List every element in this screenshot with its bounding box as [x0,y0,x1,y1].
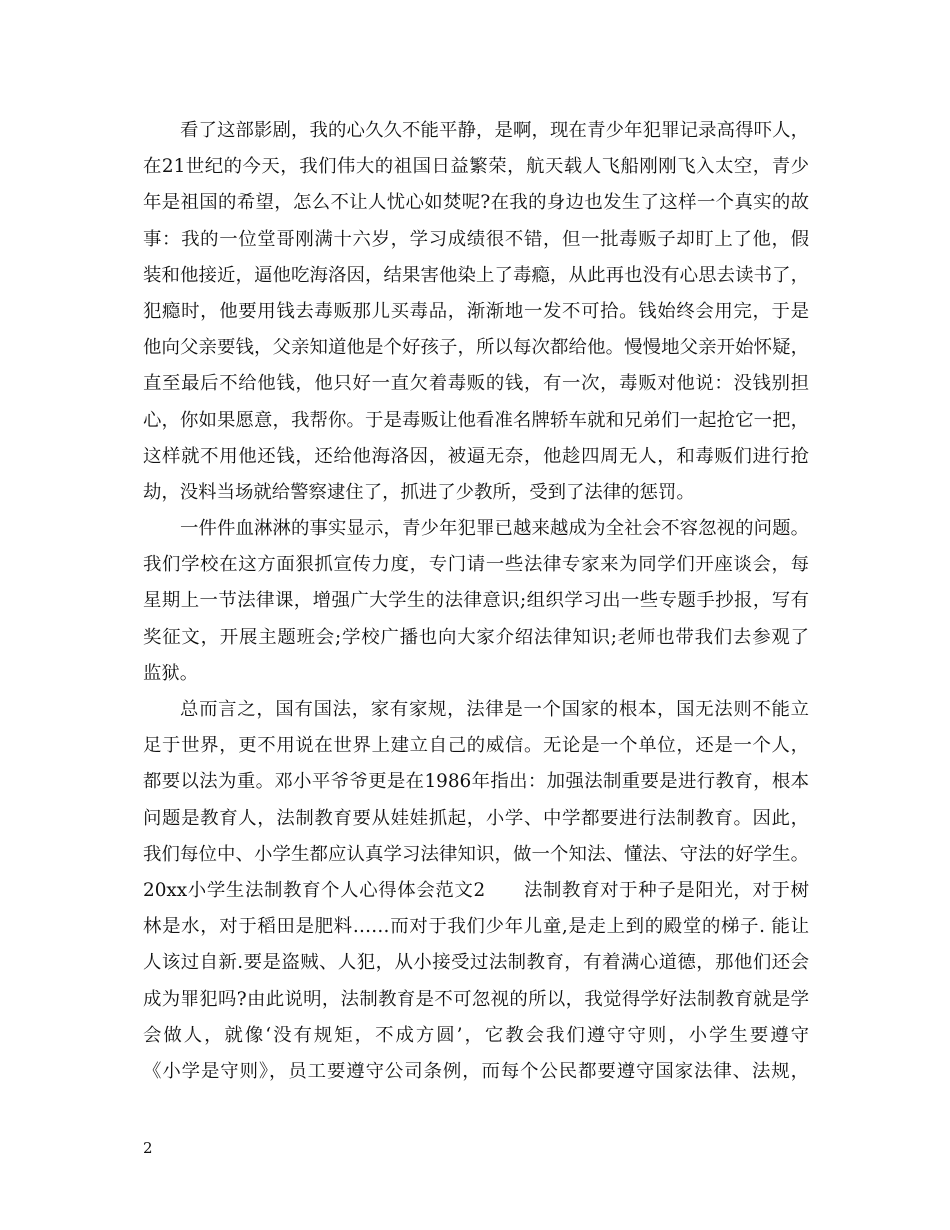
text-line: 总而言之，国有国法，家有家规，法律是一个国家的根本，国无法则不能立 [180,699,809,720]
document-body [143,113,809,1090]
text-line: 劫，没料当场就给警察逮住了，抓进了少教所，受到了法律的惩罚。 [143,481,695,503]
text-line: 年是祖国的希望，怎么不让人忧心如焚呢?在我的身边也发生了这样一个真实的故 [143,192,809,214]
text-line: 监狱。 [143,662,199,684]
text-line: 犯瘾时，他要用钱去毒贩那儿买毒品，渐渐地一发不可拾。钱始终会用完，于是 [143,300,809,322]
text-line: 事：我的一位堂哥刚满十六岁，学习成绩很不错，但一批毒贩子却盯上了他，假 [143,228,809,250]
text-line: 奖征文，开展主题班会;学校广播也向大家介绍法律知识;老师也带我们去参观了 [143,626,809,648]
text-line: 都要以法为重。邓小平爷爷更是在1986年指出：加强法制重要是进行教育，根本 [143,771,809,793]
text-line: 在21世纪的今天，我们伟大的祖国日益繁荣，航天载人飞船刚刚飞入太空，青少 [143,156,809,178]
paragraph-3 [143,692,809,1090]
text-line: 星期上一节法律课，增强广大学生的法律意识;组织学习出一些专题手抄报，写有 [143,590,809,612]
text-line: 这样就不用他还钱，还给他海洛因，被逼无奈，他趁四周无人，和毒贩们进行抢 [143,445,809,467]
text-line: 《小学是守则》，员工要遵守公司条例，而每个公民都要遵守国家法律、法规， [143,1060,809,1082]
text-line: 成为罪犯吗?由此说明，法制教育是不可忽视的所以，我觉得学好法制教育就是学 [143,988,809,1010]
text-line: 他向父亲要钱，父亲知道他是个好孩子，所以每次都给他。慢慢地父亲开始怀疑， [143,337,809,359]
text-line: 我们学校在这方面狠抓宣传力度，专门请一些法律专家来为同学们开座谈会，每 [143,554,809,576]
text-line: 足于世界，更不用说在世界上建立自己的威信。无论是一个单位，还是一个人， [143,735,809,757]
text-line: 心，你如果愿意，我帮你。于是毒贩让他看准名牌轿车就和兄弟们一起抢它一把， [143,409,809,431]
text-line: 20xx小学生法制教育个人心得体会范文2 法制教育对于种子是阳光，对于树 [143,879,809,901]
page-number: 2 [143,1139,153,1157]
text-line: 我们每位中、小学生都应认真学习法律知识，做一个知法、懂法、守法的好学生。 [143,843,809,865]
text-line: 林是水，对于稻田是肥料……而对于我们少年儿童,是走上到的殿堂的梯子. 能让 [143,916,809,938]
text-line: 直至最后不给他钱，他只好一直欠着毒贩的钱，有一次，毒贩对他说：没钱别担 [143,373,809,395]
paragraph-1 [143,113,809,511]
text-line: 看了这部影剧，我的心久久不能平静，是啊，现在青少年犯罪记录高得吓人， [180,120,809,141]
text-line: 装和他接近，逼他吃海洛因，结果害他染上了毒瘾，从此再也没有心思去读书了， [143,264,809,286]
paragraph-2 [143,511,809,692]
text-line: 人该过自新.要是盗贼、人犯，从小接受过法制教育，有着满心道德，那他们还会 [143,952,809,974]
text-line: 会做人，就像‘没有规矩，不成方圆’，它教会我们遵守守则，小学生要遵守 [143,1024,809,1046]
text-line: 问题是教育人，法制教育要从娃娃抓起，小学、中学都要进行法制教育。因此， [143,807,809,829]
text-line: 一件件血淋淋的事实显示，青少年犯罪已越来越成为全社会不容忽视的问题。 [180,518,809,540]
